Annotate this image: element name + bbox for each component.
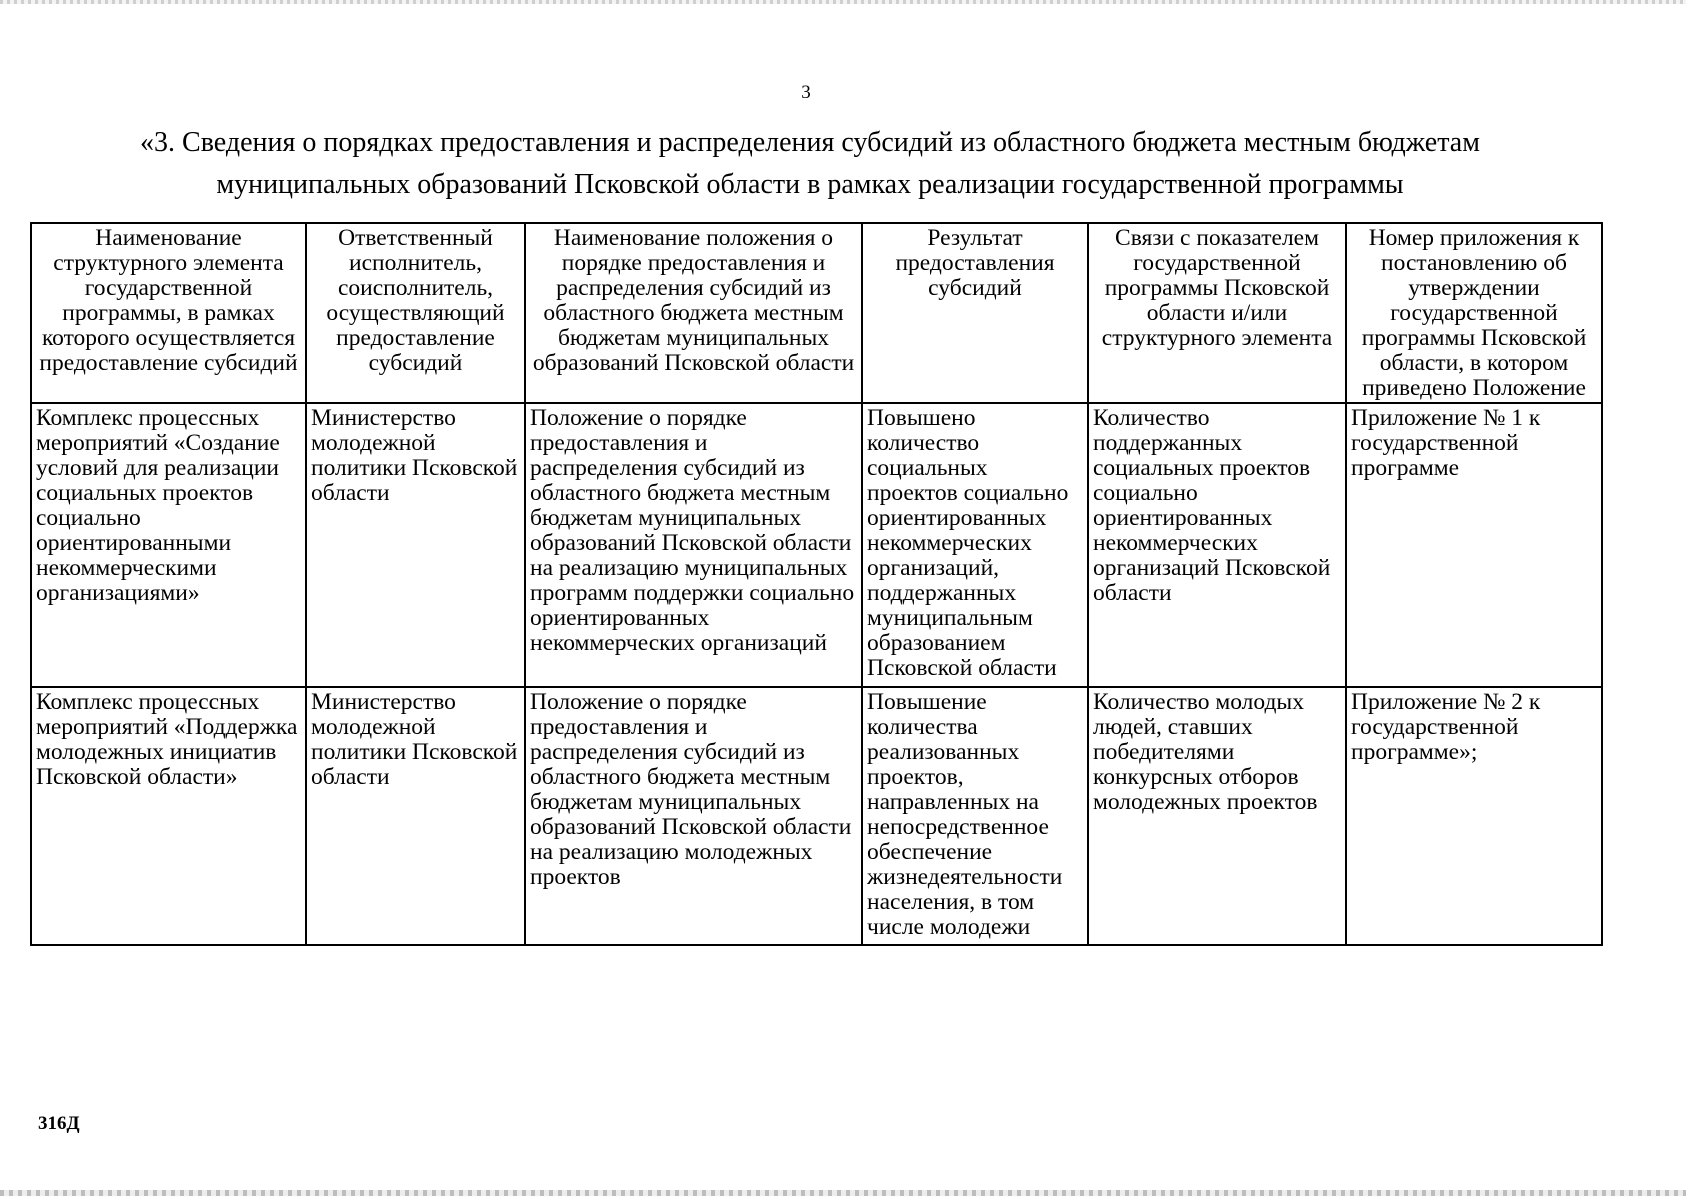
cell-responsible-executor: Министерство молодежной политики Псковской области bbox=[306, 403, 525, 687]
header-appendix-number: Номер приложения к постановлению об утверждении государственной программы Псковской области, в котором приведено Положение bbox=[1346, 223, 1602, 403]
cell-indicator-link: Количество поддержанных социальных проектов социально ориентированных некоммерческих организаций Псковской области bbox=[1088, 403, 1346, 687]
table-row bbox=[31, 687, 1602, 945]
document-title: «3. Сведения о порядках предоставления и распределения субсидий из областного бюджета местным бюджетам муниципальных образований Псковской области в рамках реализации государственной программы bbox=[140, 127, 1480, 200]
scan-edge-top bbox=[0, 0, 1686, 4]
cell-indicator-link: Количество молодых людей, ставших победителями конкурсных отборов молодежных проектов bbox=[1088, 687, 1346, 945]
cell-appendix-number: Приложение № 2 к государственной программе»; bbox=[1346, 687, 1602, 945]
document-code: 316Д bbox=[38, 1113, 80, 1134]
cell-appendix-number: Приложение № 1 к государственной программе bbox=[1346, 403, 1602, 687]
cell-subsidy-result: Повышено количество социальных проектов социально ориентированных некоммерческих организаций, поддержанных муниципальным образованием Псковской области bbox=[862, 403, 1088, 687]
cell-subsidy-result: Повышение количества реализованных проектов, направленных на непосредственное обеспечение жизнедеятельности населения, в том числе молодежи bbox=[862, 687, 1088, 945]
header-responsible-executor: Ответственный исполнитель, соисполнитель, осуществляющий предоставление субсидий bbox=[306, 223, 525, 403]
table-row bbox=[31, 403, 1602, 687]
cell-regulation-name: Положение о порядке предоставления и распределения субсидий из областного бюджета местным бюджетам муниципальных образований Псковской области на реализацию молодежных проектов bbox=[525, 687, 862, 945]
header-structural-element: Наименование структурного элемента государственной программы, в рамках которого осуществляется предоставление субсидий bbox=[31, 223, 306, 403]
table-header-row bbox=[31, 223, 1602, 403]
cell-structural-element: Комплекс процессных мероприятий «Создание условий для реализации социальных проектов социально ориентированными некоммерческими организациями» bbox=[31, 403, 306, 687]
page-number: 3 bbox=[801, 82, 811, 103]
header-regulation-name: Наименование положения о порядке предоставления и распределения субсидий из областного бюджета местным бюджетам муниципальных образований Псковской области bbox=[525, 223, 862, 403]
subsidies-table bbox=[30, 222, 1603, 946]
scan-edge-bottom bbox=[0, 1190, 1686, 1196]
header-indicator-link: Связи с показателем государственной программы Псковской области и/или структурного элемента bbox=[1088, 223, 1346, 403]
cell-regulation-name: Положение о порядке предоставления и распределения субсидий из областного бюджета местным бюджетам муниципальных образований Псковской области на реализацию муниципальных программ поддержки социально ориентированных некоммерческих организаций bbox=[525, 403, 862, 687]
cell-structural-element: Комплекс процессных мероприятий «Поддержка молодежных инициатив Псковской области» bbox=[31, 687, 306, 945]
cell-responsible-executor: Министерство молодежной политики Псковской области bbox=[306, 687, 525, 945]
header-subsidy-result: Результат предоставления субсидий bbox=[862, 223, 1088, 403]
